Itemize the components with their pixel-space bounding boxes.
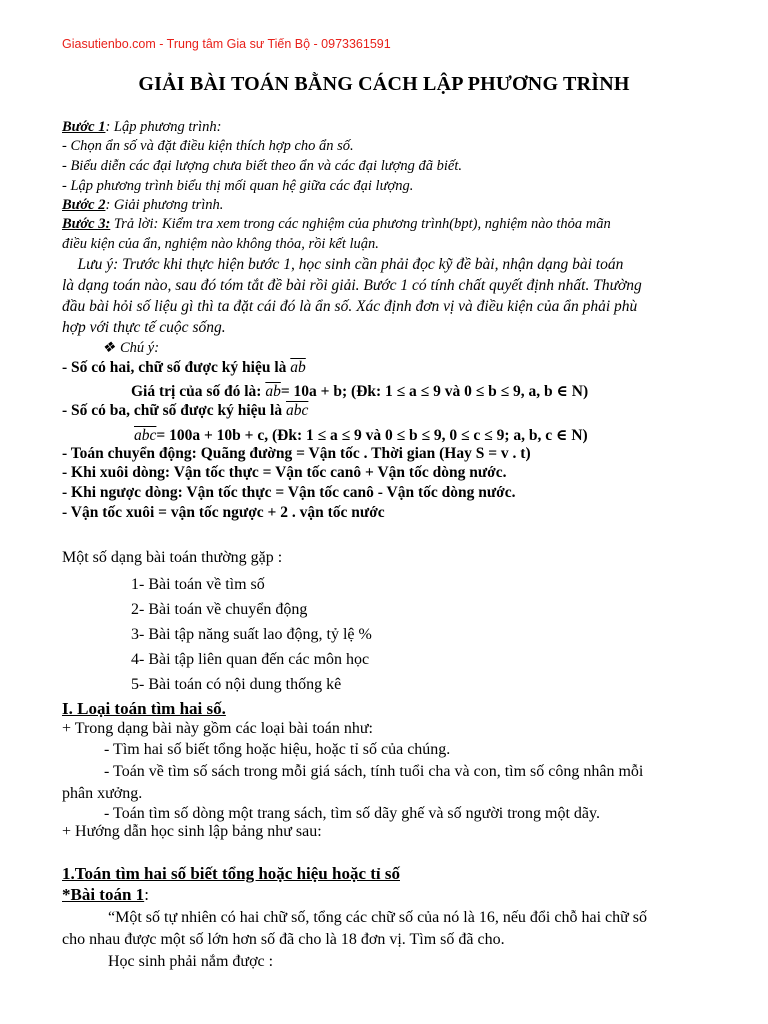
must-know-line: Học sinh phải nắm được : (108, 953, 274, 970)
formula-text: = 100a + 10b + c, (Đk: 1 ≤ a ≤ 9 và 0 ≤ b ≤ 9, 0 ≤ c ≤ 9; a, b, c ∈ N) (156, 427, 588, 444)
number-symbol: $\overline{ab}$ (290, 359, 306, 376)
problem-text: “Một số tự nhiên có hai chữ số, tổng các chữ số của nó là 16, nếu đổi chỗ hai chữ số (108, 909, 648, 926)
note-line: đầu bài hỏi số liệu gì thì ta đặt cái đó là ẩn số. Xác định đơn vị và điều kiện của ẩn phải phù (62, 298, 638, 315)
step3-text: Trả lời: Kiểm tra xem trong các nghiệm của phương trình(bpt), nghiệm nào thỏa mãn (110, 216, 611, 232)
formula-line: - Toán chuyển động: Quãng đường = Vận tốc . Thời gian (Hay S = v . t) (62, 445, 531, 462)
formula-line (134, 425, 588, 445)
step3-text-cont: điều kiện của ẩn, nghiệm nào không thỏa, rồi kết luận. (62, 236, 379, 252)
type-item: 4- Bài tập liên quan đến các môn học (131, 651, 370, 668)
type-item: 1- Bài toán về tìm số (131, 576, 265, 593)
subsection-heading: 1.Toán tìm hai số biết tổng hoặc hiệu hoặc tỉ số (62, 864, 400, 883)
section-bullet: - Tìm hai số biết tổng hoặc hiệu, hoặc tỉ số của chúng. (104, 741, 451, 758)
step2-line (62, 197, 223, 214)
section-heading: I. Loại toán tìm hai số. (62, 699, 226, 718)
formula-line: - Vận tốc xuôi = vận tốc ngược + 2 . vận tốc nước (62, 504, 385, 521)
note-line: Lưu ý: Trước khi thực hiện bước 1, học sinh cần phải đọc kỹ đề bài, nhận dạng bài toán (62, 256, 624, 273)
type-item: 5- Bài toán có nội dung thống kê (131, 676, 342, 693)
number-symbol: $\overline{ab}$ (265, 383, 281, 400)
note-line: là dạng toán nào, sau đó tóm tắt đề bài rồi giải. Bước 1 có tính chất quyết định nhất. Thường (62, 277, 642, 294)
number-symbol: $\overline{abc}$ (134, 427, 157, 444)
step1-line (62, 119, 221, 136)
section-bullet: - Toán về tìm số sách trong mỗi giá sách, tính tuổi cha và con, tìm số công nhân mỗi (104, 763, 644, 780)
section-bullet: - Toán tìm số dòng một trang sách, tìm số dãy ghế và số người trong một dãy. (104, 805, 600, 822)
problem-label-line (62, 885, 149, 905)
site-header: Giasutienbo.com - Trung tâm Gia sư Tiến Bộ - 0973361591 (62, 37, 391, 51)
diamond-bullet-icon: ❖ (102, 340, 115, 356)
formula-text: Giá trị của số đó là: (131, 383, 266, 400)
chu-y-label: Chú ý: (120, 340, 160, 356)
formula-line (62, 359, 306, 377)
step3-label: Bước 3: (62, 216, 111, 232)
problem-colon: : (144, 885, 149, 904)
step1-text: : Lập phương trình: (105, 119, 222, 135)
formula-text: - Số có hai, chữ số được ký hiệu là (62, 359, 291, 376)
section-intro: + Trong dạng bài này gồm các loại bài toán như: (62, 720, 373, 737)
chu-y-line (102, 340, 159, 357)
note-line: hợp với thực tế cuộc sống. (62, 319, 226, 336)
step1-item: - Biểu diễn các đại lượng chưa biết theo ẩn và các đại lượng đã biết. (62, 158, 462, 174)
type-item: 3- Bài tập năng suất lao động, tỷ lệ % (131, 626, 372, 643)
type-item: 2- Bài toán về chuyển động (131, 601, 308, 618)
number-symbol: $\overline{abc}$ (285, 402, 309, 419)
step3-line (62, 216, 611, 233)
step1-item: - Lập phương trình biểu thị mối quan hệ giữa các đại lượng. (62, 178, 414, 194)
formula-line (131, 381, 588, 401)
formula-line: - Khi xuôi dòng: Vận tốc thực = Vận tốc canô + Vận tốc dòng nước. (62, 464, 507, 481)
problem-text-cont: cho nhau được một số lớn hơn số đã cho là 18 đơn vị. Tìm số đã cho. (62, 931, 505, 948)
step2-label: Bước 2 (62, 197, 106, 213)
step1-label: Bước 1 (62, 119, 106, 135)
page-title: GIẢI BÀI TOÁN BẰNG CÁCH LẬP PHƯƠNG TRÌNH (138, 73, 630, 95)
types-heading: Một số dạng bài toán thường gặp : (62, 549, 283, 566)
formula-text: = 10a + b; (Đk: 1 ≤ a ≤ 9 và 0 ≤ b ≤ 9, a, b ∈ N) (280, 383, 589, 400)
step1-item: - Chọn ẩn số và đặt điều kiện thích hợp cho ẩn số. (62, 138, 354, 154)
formula-line: - Khi ngược dòng: Vận tốc thực = Vận tốc canô - Vận tốc dòng nước. (62, 484, 516, 501)
problem-label: *Bài toán 1 (62, 885, 145, 904)
formula-text: - Số có ba, chữ số được ký hiệu là (62, 402, 286, 419)
section-bullet-cont: phân xưởng. (62, 785, 143, 802)
formula-line (62, 402, 308, 420)
step2-text: : Giải phương trình. (105, 197, 224, 213)
section-guide: + Hướng dẫn học sinh lập bảng như sau: (62, 823, 322, 840)
